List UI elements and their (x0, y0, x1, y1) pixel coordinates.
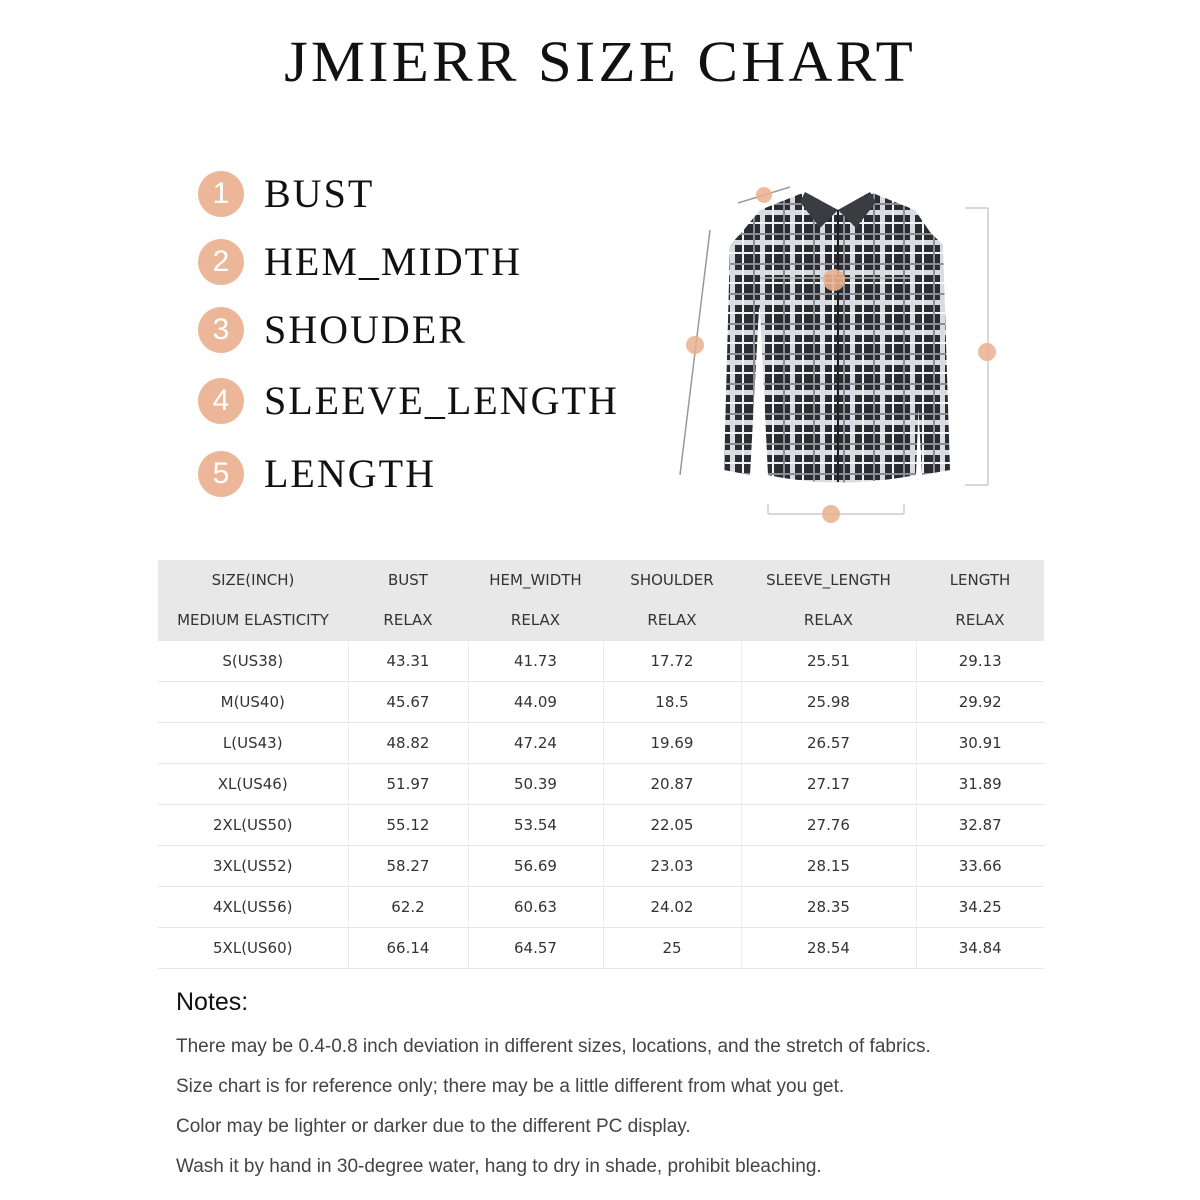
table-cell: 18.5 (603, 682, 741, 723)
table-cell: 5XL(US60) (158, 928, 348, 969)
table-cell: 25 (603, 928, 741, 969)
legend-label: SLEEVE_LENGTH (264, 378, 619, 423)
table-cell: 41.73 (468, 641, 603, 682)
table-cell: L(US43) (158, 723, 348, 764)
table-cell: 66.14 (348, 928, 468, 969)
table-cell: 53.54 (468, 805, 603, 846)
table-row (158, 764, 1044, 805)
table-cell: 50.39 (468, 764, 603, 805)
table-cell: 4XL(US56) (158, 887, 348, 928)
column-subheader: RELAX (510, 611, 561, 629)
number-badge-icon: 4 (198, 378, 244, 424)
legend-label: BUST (264, 171, 375, 216)
table-cell: 56.69 (468, 846, 603, 887)
legend-label: HEM_MIDTH (264, 239, 522, 284)
table-cell: 2XL(US50) (158, 805, 348, 846)
table-cell: 19.69 (603, 723, 741, 764)
table-cell: 51.97 (348, 764, 468, 805)
column-header: BUST (388, 571, 428, 589)
number-badge-icon: 1 (198, 171, 244, 217)
column-header: SIZE(INCH) (211, 571, 295, 589)
table-cell: 48.82 (348, 723, 468, 764)
table-header-row (158, 560, 1044, 600)
table-cell: 27.17 (741, 764, 916, 805)
table-cell: 34.25 (916, 887, 1044, 928)
table-cell: 47.24 (468, 723, 603, 764)
column-subheader: MEDIUM ELASTICITY (177, 611, 329, 629)
table-cell: 31.89 (916, 764, 1044, 805)
column-header: HEM_WIDTH (489, 571, 582, 589)
table-cell: 28.15 (741, 846, 916, 887)
column-subheader: RELAX (647, 611, 697, 629)
column-subheader: RELAX (803, 611, 854, 629)
table-row (158, 887, 1044, 928)
table-cell: 17.72 (603, 641, 741, 682)
column-header: LENGTH (949, 571, 1011, 589)
table-cell: 24.02 (603, 887, 741, 928)
table-cell: 34.84 (916, 928, 1044, 969)
table-cell: 44.09 (468, 682, 603, 723)
page-title: JMIERR SIZE CHART (284, 29, 916, 94)
legend-item-shoulder (198, 306, 467, 353)
note-line: Wash it by hand in 30-degree water, hang to dry in shade, prohibit bleaching. (176, 1156, 822, 1177)
notes-section (176, 988, 1076, 1187)
table-cell: 29.92 (916, 682, 1044, 723)
number-badge-icon: 5 (198, 451, 244, 497)
legend-label: LENGTH (264, 451, 436, 496)
table-cell: 22.05 (603, 805, 741, 846)
plaid-shirt-icon (660, 170, 1020, 530)
legend-item-sleeve-length (198, 377, 619, 424)
table-cell: 45.67 (348, 682, 468, 723)
table-cell: 32.87 (916, 805, 1044, 846)
size-table (158, 560, 1044, 969)
table-cell: 28.54 (741, 928, 916, 969)
table-cell: M(US40) (158, 682, 348, 723)
table-row (158, 805, 1044, 846)
number-badge-icon: 2 (198, 239, 244, 285)
legend-item-length (198, 450, 436, 497)
table-cell: 30.91 (916, 723, 1044, 764)
note-line: There may be 0.4-0.8 inch deviation in different sizes, locations, and the stretch of fabrics. (176, 1036, 931, 1057)
table-subheader-row (158, 600, 1044, 641)
notes-title: Notes: (176, 988, 249, 1016)
table-cell: 33.66 (916, 846, 1044, 887)
table-cell: 25.98 (741, 682, 916, 723)
table-cell: 60.63 (468, 887, 603, 928)
table-cell: 3XL(US52) (158, 846, 348, 887)
table-row (158, 682, 1044, 723)
note-line: Size chart is for reference only; there may be a little different from what you get. (176, 1076, 845, 1097)
table-row (158, 928, 1044, 969)
table-row (158, 846, 1044, 887)
number-badge-icon: 3 (198, 307, 244, 353)
column-header: SLEEVE_LENGTH (766, 571, 891, 589)
legend-item-hem-width (198, 238, 522, 285)
table-row (158, 641, 1044, 682)
table-cell: 64.57 (468, 928, 603, 969)
table-cell: 29.13 (916, 641, 1044, 682)
table-cell: 20.87 (603, 764, 741, 805)
table-cell: XL(US46) (158, 764, 348, 805)
table-cell: S(US38) (158, 641, 348, 682)
column-header: SHOULDER (630, 571, 714, 589)
table-cell: 28.35 (741, 887, 916, 928)
table-cell: 27.76 (741, 805, 916, 846)
table-cell: 26.57 (741, 723, 916, 764)
column-subheader: RELAX (383, 611, 433, 629)
table-cell: 62.2 (348, 887, 468, 928)
table-row (158, 723, 1044, 764)
table-cell: 58.27 (348, 846, 468, 887)
table-cell: 43.31 (348, 641, 468, 682)
legend-item-bust (198, 170, 374, 217)
table-cell: 23.03 (603, 846, 741, 887)
shirt-diagram (660, 170, 1020, 530)
table-cell: 55.12 (348, 805, 468, 846)
table-cell: 25.51 (741, 641, 916, 682)
note-line: Color may be lighter or darker due to the different PC display. (176, 1116, 691, 1137)
column-subheader: RELAX (955, 611, 1005, 629)
legend-label: SHOUDER (264, 307, 467, 352)
